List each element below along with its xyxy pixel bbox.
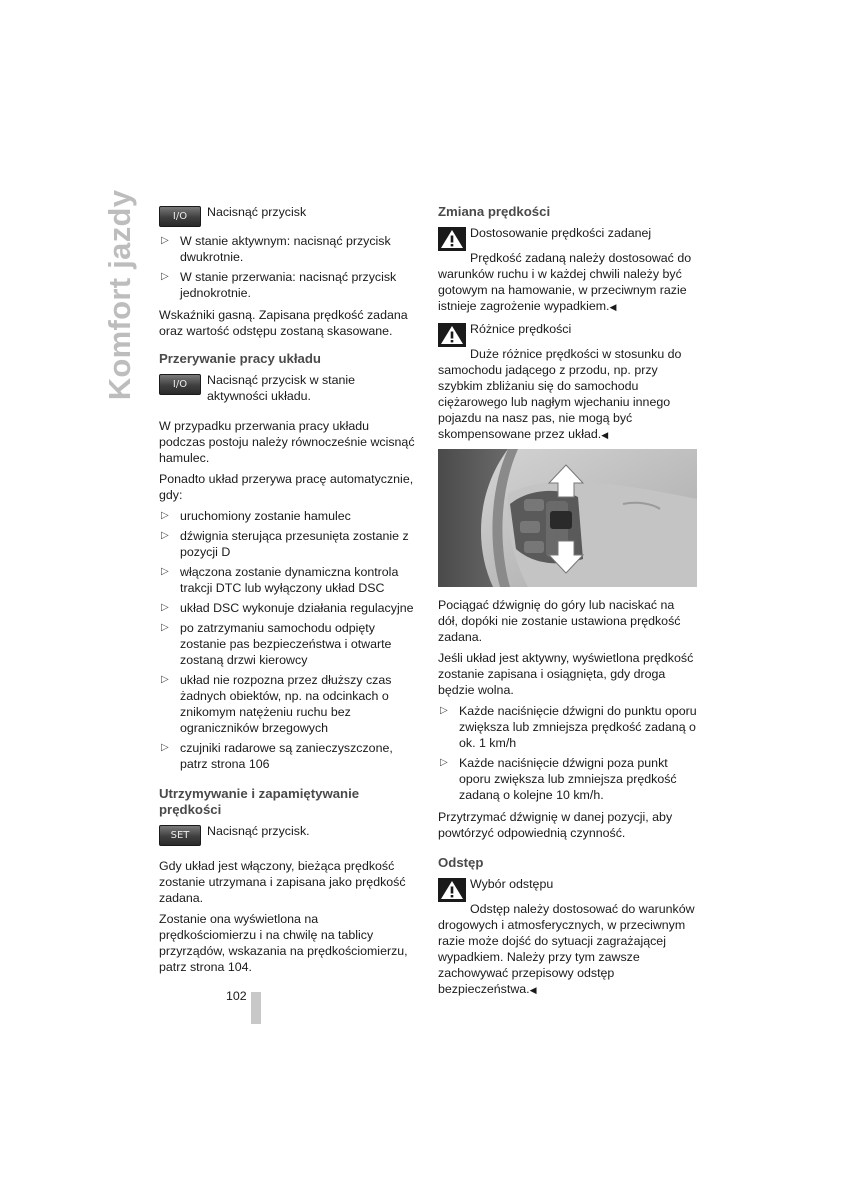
- list-item: ▷ czujniki radarowe są zanieczyszczone, patrz strona 106: [161, 741, 393, 771]
- list-item: ▷ włączona zostanie dynamiczna kontrola trakcji DTC lub wyłączony układ DSC: [161, 565, 399, 595]
- bullet-icon: ▷: [161, 566, 169, 577]
- interrupt-button-row: [159, 372, 417, 404]
- bullet-icon: ▷: [161, 674, 169, 685]
- list-item: ▷ układ nie rozpozna przez dłuższy czas żadnych obiektów, np. na odcinkach o znikomym natężeniu ruchu bez ograniczników brzegowych: [161, 673, 392, 735]
- list-item: ▷ układ DSC wykonuje działania regulacyjne: [161, 601, 414, 615]
- bullet-icon: ▷: [161, 602, 169, 613]
- set-button-icon: SET: [159, 825, 201, 846]
- list-item: ▷ Każde naciśnięcie dźwigni do punktu oporu zwiększa lub zmniejsza prędkość zadaną o ok. 1 km/h: [440, 704, 697, 750]
- heading-interrupt: Przerywanie pracy układu: [159, 351, 321, 366]
- warning-icon: [438, 323, 466, 347]
- interrupt-instruction: Nacisnąć przycisk w stanie aktywności układu.: [207, 373, 356, 403]
- interrupt-paragraph-1: W przypadku przerwania pracy układu podczas postoju należy równocześnie wcisnąć hamulec.: [159, 419, 415, 465]
- page-number-bar: [251, 992, 261, 1024]
- io-instruction: Nacisnąć przycisk: [207, 205, 307, 219]
- warning-3-body: Odstęp należy dostosować do warunków drogowych i atmosferycznych, w przeciwnym razie może dojść do sytuacji zagrażającej wypadkiem. Należy przy tym zawsze zachowywać przepisowy odstęp bezpieczeństwa.◀: [438, 902, 695, 996]
- list-item: ▷ W stanie przerwania: nacisnąć przycisk jednokrotnie.: [161, 270, 397, 300]
- steering-wheel-lever-photo: [438, 449, 697, 587]
- list-item: ▷ W stanie aktywnym: nacisnąć przycisk dwukrotnie.: [161, 234, 391, 264]
- right-column: [438, 204, 697, 1004]
- reset-paragraph: Wskaźniki gasną. Zapisana prędkość zadana oraz wartość odstępu zostaną skasowane.: [159, 308, 408, 338]
- list-item: ▷ po zatrzymaniu samochodu odpięty zostanie pas bezpieczeństwa i otwarte zostaną drzwi kierowcy: [161, 621, 392, 667]
- heading-keep-speed: Utrzymywanie i zapamiętywanie prędkości: [159, 786, 360, 817]
- end-mark-icon: ◀: [529, 985, 537, 995]
- warning-1: [438, 225, 697, 251]
- side-chapter-title: [100, 189, 140, 401]
- list-item: ▷ Każde naciśnięcie dźwigni poza punkt oporu zwiększa lub zmniejsza prędkość zadaną o kolejne 10 km/h.: [440, 756, 677, 802]
- left-column: [159, 204, 417, 980]
- warning-2: [438, 321, 697, 347]
- io-bullet-list: [159, 233, 417, 301]
- interrupt-bullet-list: [159, 508, 417, 772]
- set-button-row: [159, 823, 417, 846]
- page-number: 102: [226, 989, 247, 1003]
- bullet-icon: ▷: [161, 622, 169, 633]
- interrupt-paragraph-2: Ponadto układ przerywa pracę automatycznie, gdy:: [159, 472, 414, 502]
- side-chapter-title-text: Komfort jazdy: [102, 189, 137, 401]
- bullet-icon: ▷: [161, 510, 169, 521]
- speed-paragraph-3: Przytrzymać dźwignię w danej pozycji, aby powtórzyć odpowiednią czynność.: [438, 810, 673, 840]
- io-button-icon: I/O: [159, 374, 201, 395]
- keep-paragraph-2: Zostanie ona wyświetlona na prędkościomierzu i na chwilę na tablicy przyrządów, wskazania na prędkościomierzu, patrz strona 104.: [159, 912, 408, 974]
- set-instruction: Nacisnąć przycisk.: [207, 824, 310, 838]
- warning-1-body: Prędkość zadaną należy dostosować do warunków ruchu i w każdej chwili należy być gotowym na hamowanie, w przeciwnym razie istnieje zagrożenie wypadkiem.◀: [438, 251, 692, 313]
- bullet-icon: ▷: [161, 530, 169, 541]
- warning-2-body: Duże różnice prędkości w stosunku do samochodu jadącego z przodu, np. przy szybkim zbliżaniu się do samochodu ciężarowego lub nagłym wjechaniu innego pojazdu na nasz pas, nie mogą być skompensowane przez układ.◀: [438, 347, 682, 441]
- warning-3: [438, 876, 697, 902]
- list-item: ▷ uruchomiony zostanie hamulec: [161, 509, 351, 523]
- io-button-icon: I/O: [159, 206, 201, 227]
- bullet-icon: ▷: [440, 705, 448, 716]
- warning-2-title: Różnice prędkości: [470, 322, 572, 336]
- io-button-row: [159, 204, 417, 227]
- speed-bullet-list: [438, 703, 697, 803]
- warning-icon: [438, 878, 466, 902]
- warning-1-title: Dostosowanie prędkości zadanej: [470, 226, 652, 240]
- list-item: ▷ dźwignia sterująca przesunięta zostanie z pozycji D: [161, 529, 409, 559]
- bullet-icon: ▷: [161, 235, 169, 246]
- bullet-icon: ▷: [440, 757, 448, 768]
- speed-paragraph-2: Jeśli układ jest aktywny, wyświetlona prędkość zostanie zapisana i osiągnięta, gdy droga będzie wolna.: [438, 651, 694, 697]
- speed-paragraph-1: Pociągać dźwignię do góry lub naciskać na dół, dopóki nie zostanie ustawiona prędkość zadana.: [438, 598, 681, 644]
- heading-speed-change: Zmiana prędkości: [438, 204, 551, 219]
- heading-distance: Odstęp: [438, 855, 484, 870]
- bullet-icon: ▷: [161, 271, 169, 282]
- bullet-icon: ▷: [161, 742, 169, 753]
- keep-paragraph-1: Gdy układ jest włączony, bieżąca prędkość zostanie utrzymana i zapisana jako prędkość zadana.: [159, 859, 406, 905]
- end-mark-icon: ◀: [601, 430, 609, 440]
- end-mark-icon: ◀: [609, 302, 617, 312]
- warning-3-title: Wybór odstępu: [470, 877, 554, 891]
- warning-icon: [438, 227, 466, 251]
